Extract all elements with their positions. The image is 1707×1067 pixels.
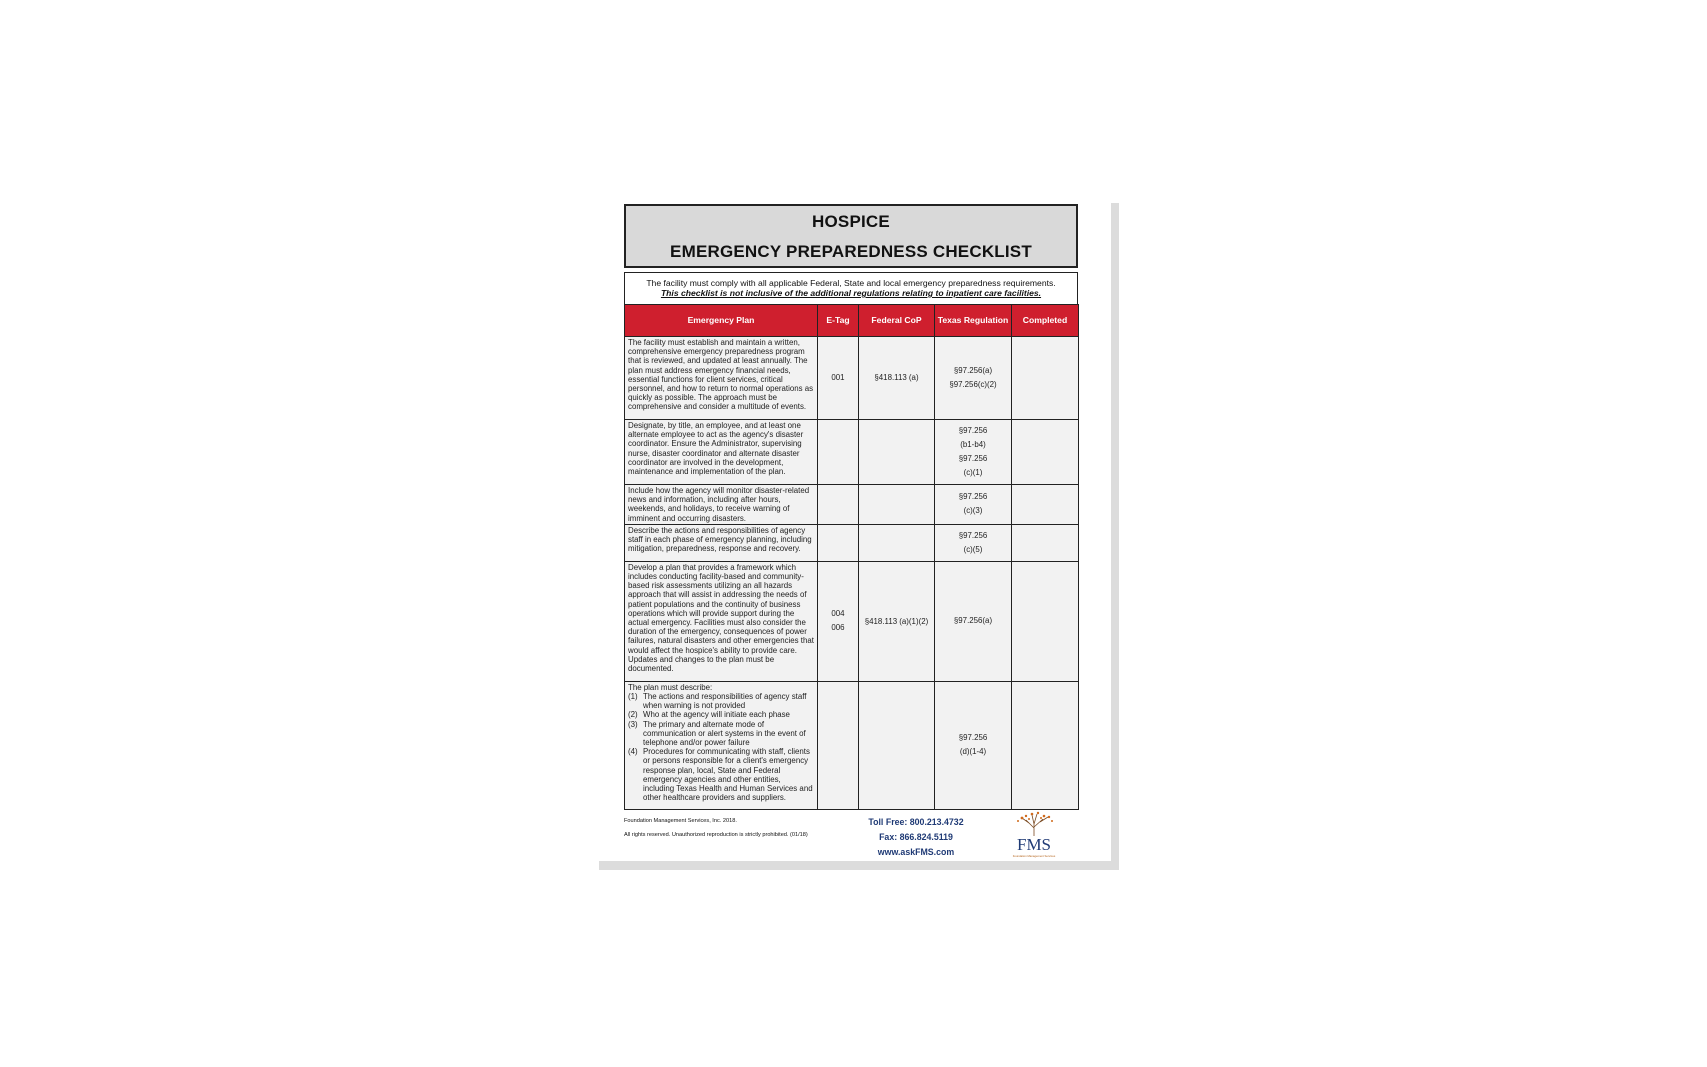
notice-line-1: The facility must comply with all applicable Federal, State and local emergency preparedness requirements. <box>646 278 1056 288</box>
etag-cell <box>818 524 859 561</box>
header-texas-regulation: Texas Regulation <box>935 305 1012 337</box>
title-line-checklist: EMERGENCY PREPAREDNESS CHECKLIST <box>670 242 1032 261</box>
logo-tagline: Foundation Management Services <box>1012 854 1056 858</box>
completed-cell[interactable] <box>1012 561 1079 681</box>
requirement-cell: Designate, by title, an employee, and at least one alternate employee to act as the agency's disaster coordinator. Ensure the Administrator, supervising nurse, disaster coordinator and alternate disaster coordinator are involved in the development, maintenance and implementation of the plan. <box>625 420 818 485</box>
list-item-text: The primary and alternate mode of communication or alert systems in the event of telephone and/or power failure <box>643 719 806 748</box>
texas-regulation-cell <box>935 561 1012 681</box>
texas-regulation-cell <box>935 681 1012 809</box>
title-box <box>624 204 1078 268</box>
texas-regulation-cell <box>935 524 1012 561</box>
completed-cell[interactable] <box>1012 524 1079 561</box>
header-completed: Completed <box>1012 305 1079 337</box>
list-item <box>628 747 814 802</box>
federal-cop-cell: §418.113 (a)(1)(2) <box>859 561 935 681</box>
list-item-number: (4) <box>628 747 638 757</box>
table-row <box>625 420 1079 485</box>
federal-cop-cell <box>859 524 935 561</box>
header-emergency-plan: Emergency Plan <box>625 305 818 337</box>
requirement-cell <box>625 681 818 809</box>
federal-cop-cell <box>859 485 935 525</box>
etag-cell <box>818 420 859 485</box>
list-item <box>628 692 814 710</box>
checklist-page <box>599 203 1111 861</box>
texas-ref: §97.256(a) <box>953 366 993 375</box>
texas-regulation-cell <box>935 420 1012 485</box>
plan-intro: The plan must describe: <box>628 682 713 692</box>
completed-cell[interactable] <box>1012 420 1079 485</box>
completed-cell[interactable] <box>1012 485 1079 525</box>
requirement-cell: Develop a plan that provides a framework which includes conducting facility-based and community-based risk assessments utilizing an all hazards approach that will assist in addressing the needs of patient populations and the continuity of business operations which will provide support during the actual emergency. Facilities must also consider the duration of the emergency, consequences of power failures, natural disasters and other emergencies that would affect the hospice's ability to provide care. Updates and changes to the plan must be documented. <box>625 561 818 681</box>
texas-ref: §97.256 <box>958 733 988 743</box>
requirement-cell: The facility must establish and maintain a written, comprehensive emergency preparedness program that is reviewed, and updated at least annually. The plan must address emergency financial needs, essential functions for client services, critical personnel, and how to return to normal operations as quickly as possible. The approach must be comprehensive and consider a multitude of events. <box>625 337 818 420</box>
texas-ref: §97.256(a) <box>953 616 993 626</box>
etag-value: 001 <box>831 373 845 382</box>
notice-line-2: This checklist is not inclusive of the additional regulations relating to inpatient care facilities. <box>660 288 1042 298</box>
texas-ref: §97.256 <box>958 492 988 502</box>
list-item <box>628 720 814 748</box>
table-row <box>625 524 1079 561</box>
completed-cell[interactable] <box>1012 681 1079 809</box>
list-item-number: (3) <box>628 719 638 729</box>
compliance-notice <box>624 272 1078 305</box>
federal-cop-cell: §418.113 (a) <box>859 337 935 420</box>
texas-ref: (b1-b4) <box>960 440 986 449</box>
fax-number: Fax: 866.824.5119 <box>879 832 953 842</box>
list-item-text: The actions and responsibilities of agency staff when warning is not provided <box>643 692 807 711</box>
table-row <box>625 681 1079 809</box>
header-federal-cop: Federal CoP <box>859 305 935 337</box>
list-item-number: (1) <box>628 692 638 702</box>
copyright-line-1: Foundation Management Services, Inc. 2018. <box>624 818 737 824</box>
texas-ref: §97.256 <box>958 454 988 463</box>
texas-ref: §97.256(c)(2) <box>949 380 997 389</box>
texas-ref: (c)(1) <box>963 468 983 477</box>
etag-value: 004 <box>831 609 845 619</box>
header-e-tag: E-Tag <box>818 305 859 337</box>
requirement-cell: Describe the actions and responsibilities of agency staff in each phase of emergency planning, including mitigation, preparedness, response and recovery. <box>625 524 818 561</box>
table-row <box>625 561 1079 681</box>
completed-cell[interactable] <box>1012 337 1079 420</box>
tree-icon <box>1022 814 1048 836</box>
etag-value: 006 <box>831 623 845 633</box>
table-header-row <box>625 305 1079 337</box>
contact-block <box>856 815 976 860</box>
etag-cell <box>818 337 859 420</box>
logo-wordmark: FMS <box>1016 835 1052 854</box>
federal-cop-cell <box>859 681 935 809</box>
page-footer <box>624 810 1078 860</box>
table-row <box>625 337 1079 420</box>
etag-cell <box>818 681 859 809</box>
fms-logo <box>998 810 1070 860</box>
texas-ref: (c)(5) <box>963 544 983 554</box>
requirement-cell: Include how the agency will monitor disaster-related news and information, including after hours, weekends, and holidays, to receive warning of imminent and occurring disasters. <box>625 485 818 525</box>
checklist-table <box>624 304 1079 810</box>
federal-cop-cell <box>859 420 935 485</box>
etag-cell <box>818 561 859 681</box>
texas-regulation-cell <box>935 337 1012 420</box>
title-line-hospice: HOSPICE <box>812 212 890 231</box>
texas-ref: §97.256 <box>958 530 988 540</box>
list-item-text: Who at the agency will initiate each phase <box>643 710 790 720</box>
texas-ref: §97.256 <box>958 426 988 435</box>
plan-item-list <box>628 692 814 802</box>
list-item-text: Procedures for communicating with staff, clients or persons responsible for a client's emergency response plan, local, State and Federal emergency agencies and other entities, including Texas Health and Human Services and other healthcare providers and suppliers. <box>643 747 813 803</box>
table-row <box>625 485 1079 525</box>
website-link[interactable]: www.askFMS.com <box>877 847 955 857</box>
list-item <box>628 710 814 719</box>
texas-ref: (c)(3) <box>963 506 983 516</box>
copyright-line-2: All rights reserved. Unauthorized reproduction is strictly prohibited. (01/18) <box>624 832 808 838</box>
texas-ref: (d)(1-4) <box>959 747 987 757</box>
etag-cell <box>818 485 859 525</box>
toll-free-number: Toll Free: 800.213.4732 <box>868 817 964 827</box>
texas-regulation-cell <box>935 485 1012 525</box>
list-item-number: (2) <box>628 710 638 720</box>
